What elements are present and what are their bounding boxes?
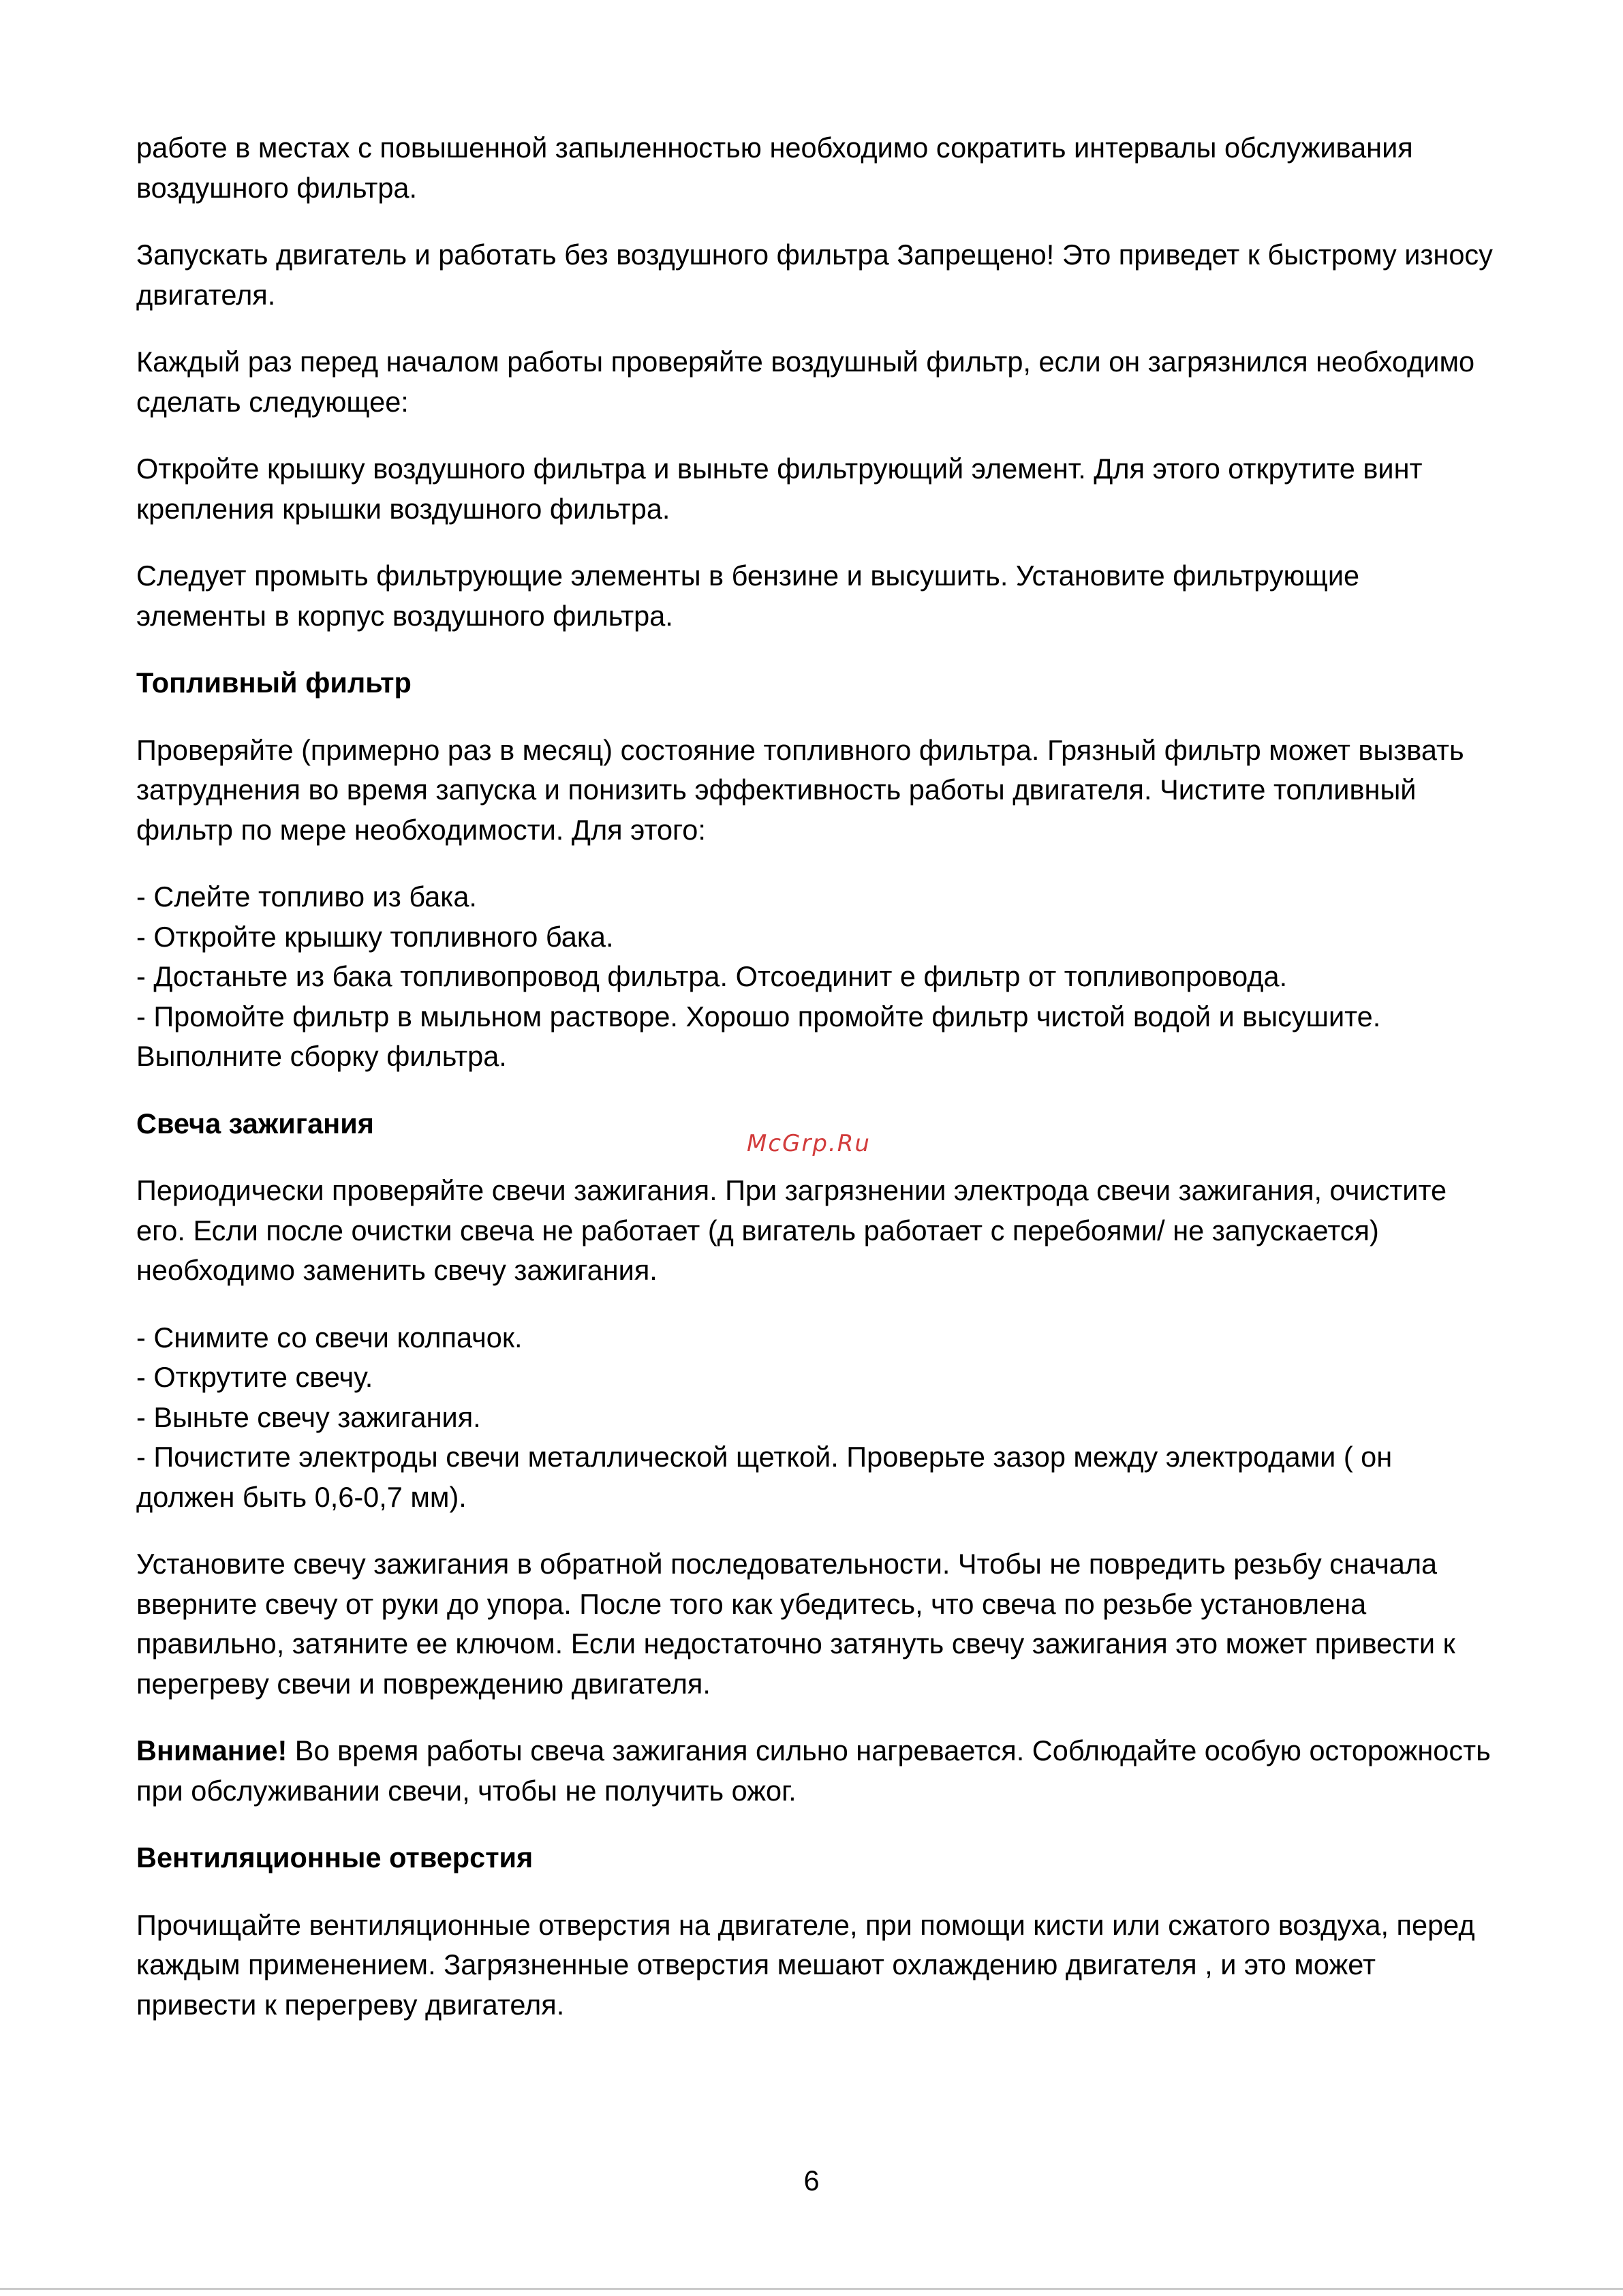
list-item: - Снимите со свечи колпачок. [136,1321,523,1353]
list-item: - Слейте топливо из бака. [136,881,477,913]
paragraph-spark-plug-warning [136,1731,1496,1811]
list-item: - Достаньте из бака топливопровод фильтра. Отсоединит е фильтр от топливопровода. [136,960,1288,992]
paragraph-check-filter: Каждый раз перед началом работы проверяйте воздушный фильтр, если он загрязнился необходимо сделать следующее: [136,346,1475,418]
heading-vents: Вентиляционные отверстия [136,1841,534,1873]
heading-fuel-filter: Топливный фильтр [136,667,412,699]
paragraph-no-filter-warning: Запускать двигатель и работать без воздушного фильтра Запрещено! Это приведет к быстрому износу двигателя. [136,239,1493,311]
page-content [136,128,1496,2052]
list-item: - Выньте свечу зажигания. [136,1400,481,1433]
paragraph-vents: Прочищайте вентиляционные отверстия на двигателе, при помощи кисти или сжатого воздуха, перед каждым применением. Загрязненные отверстия мешают охлаждению двигателя , и это может привести к перегреву двигателя. [136,1908,1475,2021]
list-item: - Промойте фильтр в мыльном растворе. Хорошо промойте фильтр чистой водой и высушите. Выполните сборку фильтра. [136,1000,1381,1072]
page-bottom-divider [0,2288,1623,2290]
paragraph-spark-plug-install: Установите свечу зажигания в обратной последовательности. Чтобы не повредить резьбу сначала вверните свечу от руки до упора. После того как убедитесь, что свеча по резьбе установлена правильно, затяните ее ключом. Если недостаточно затянуть свечу зажигания это может привести к перегреву свечи и повреждению двигателя. [136,1548,1455,1700]
list-item: - Открутите свечу. [136,1361,373,1393]
warning-label: Внимание! [136,1734,288,1766]
page-number: 6 [803,2164,820,2196]
list-item: - Почистите электроды свечи металлической щеткой. Проверьте зазор между электродами ( он должен быть 0,6-0,7 мм). [136,1441,1393,1513]
paragraph-fuel-filter-intro: Проверяйте (примерно раз в месяц) состояние топливного фильтра. Грязный фильтр может вызвать затруднения во время запуска и понизить эффективность работы двигателя. Чистите топливный фильтр по мере необходимости. Для этого: [136,733,1464,846]
warning-text: Во время работы свеча зажигания сильно нагревается. Соблюдайте особую осторожность при обслуживании свечи, чтобы не получить ожог. [136,1734,1491,1807]
fuel-filter-steps [136,877,1496,1077]
watermark: McGrp.Ru [747,1130,871,1157]
list-item: - Откройте крышку топливного бака. [136,920,614,953]
heading-spark-plug: Свеча зажигания [136,1107,374,1139]
paragraph-spark-plug-intro: Периодически проверяйте свечи зажигания. При загрязнении электрода свечи зажигания, очистите его. Если после очистки свеча не работает (д вигатель работает с перебоями/ не запускается) необходимо заменить свечу зажигания. [136,1174,1447,1286]
paragraph-open-cover: Откройте крышку воздушного фильтра и выньте фильтрующий элемент. Для этого открутите винт крепления крышки воздушного фильтра. [136,453,1423,525]
spark-plug-steps [136,1318,1496,1518]
paragraph-wash-elements: Следует промыть фильтрующие элементы в бензине и высушить. Установите фильтрующие элементы в корпус воздушного фильтра. [136,560,1360,632]
paragraph-air-filter-intervals: работе в местах с повышенной запыленностью необходимо сократить интервалы обслуживания воздушного фильтра. [136,132,1413,204]
